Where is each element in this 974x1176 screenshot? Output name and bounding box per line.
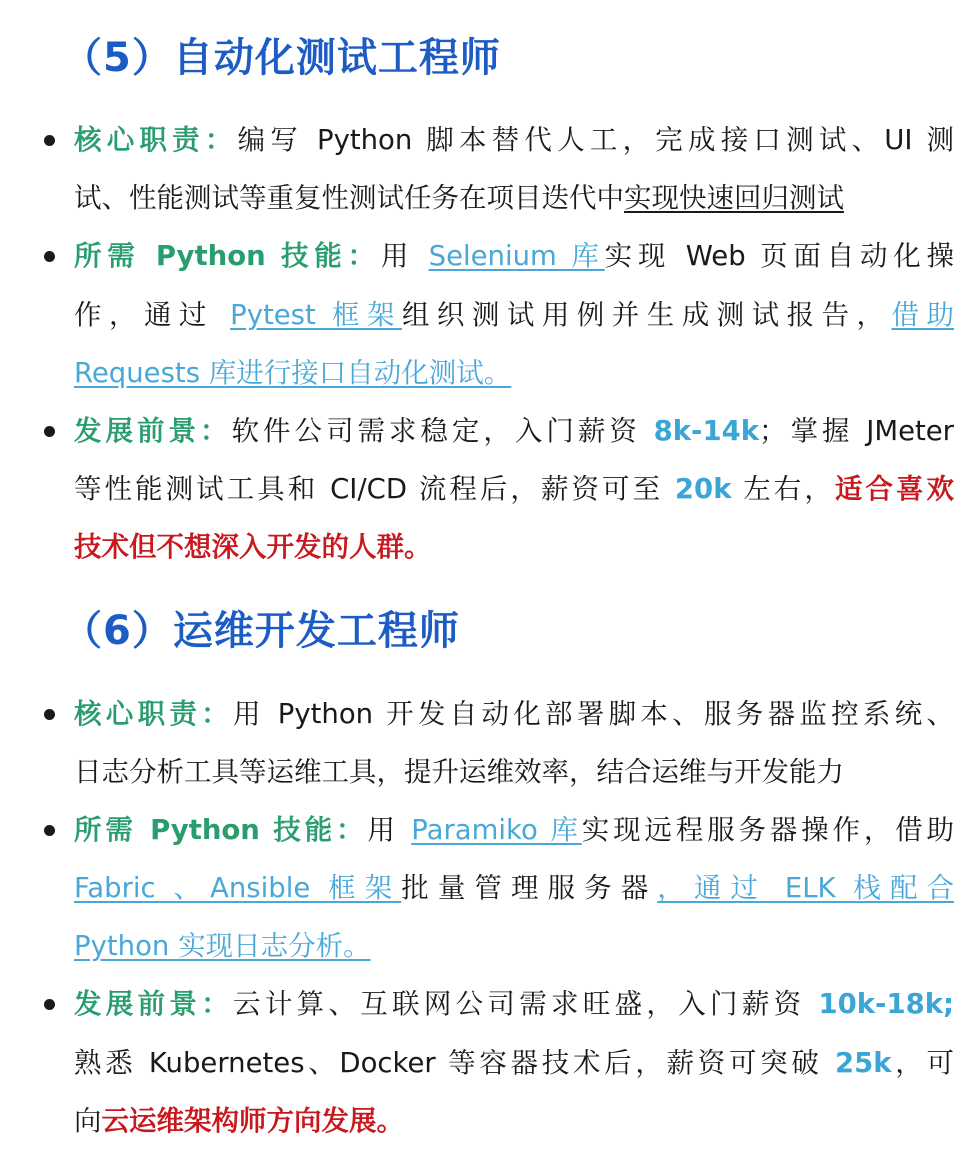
bullet-line <box>74 689 954 739</box>
prospects-label: 发展前景： <box>74 988 234 1020</box>
target-audience-note: 技术但不想深入开发的人群。 <box>74 531 432 563</box>
skills-text: 批量管理服务器 <box>401 872 658 904</box>
elk-link[interactable]: ，通过 ELK 栈配合 <box>657 872 954 904</box>
bullet-dot <box>44 825 55 836</box>
bullet-line <box>74 406 954 456</box>
bullet-dot <box>44 251 55 262</box>
paramiko-link[interactable]: Paramiko 库 <box>411 814 582 846</box>
core-duty-text: 日志分析工具等运维工具，提升运维效率，结合运维与开发能力 <box>74 756 844 788</box>
core-duty-label: 核心职责： <box>74 124 238 156</box>
fabric-ansible-link[interactable]: Fabric 、Ansible 框架 <box>74 872 402 904</box>
core-duty-underlined-text: 实现快速回归测试 <box>624 182 844 214</box>
bullet-dot <box>44 426 55 437</box>
elk-link[interactable]: Python 实现日志分析。 <box>74 930 371 962</box>
prospects-text: 左右， <box>731 473 835 505</box>
bullet-line <box>74 173 954 223</box>
senior-salary: 20k <box>674 473 732 505</box>
bullet-line <box>74 921 954 971</box>
entry-salary: 10k-18k; <box>818 988 954 1020</box>
skills-text: 用 <box>380 240 429 272</box>
bullet-line <box>74 348 954 398</box>
career-direction-note: 云运维架构师方向发展。 <box>101 1105 404 1137</box>
skills-label: 所需 Python 技能： <box>74 814 368 846</box>
prospects-text: ；掌握 JMeter <box>759 415 954 447</box>
skills-text: 组织测试用例并生成测试报告， <box>401 299 892 331</box>
prospects-text: 熟悉 Kubernetes、Docker 等容器技术后，薪资可突破 <box>74 1047 836 1079</box>
requests-link[interactable]: 借助 <box>891 299 954 331</box>
bullet-dot <box>44 135 55 146</box>
target-audience-note: 适合喜欢 <box>834 473 954 505</box>
core-duty-label: 核心职责： <box>74 698 233 730</box>
bullet-line <box>74 979 954 1029</box>
bullet-line <box>74 805 954 855</box>
prospects-text: ，可 <box>891 1047 954 1079</box>
core-duty-text: 编写 Python 脚本替代人工，完成接口测试、UI 测 <box>237 124 954 156</box>
bullet-dot <box>44 999 55 1010</box>
bullet-dot <box>44 709 55 720</box>
prospects-text: 等性能测试工具和 CI/CD 流程后，薪资可至 <box>74 473 675 505</box>
senior-salary: 25k <box>835 1047 892 1079</box>
bullet-line <box>74 1038 954 1088</box>
selenium-link[interactable]: Selenium 库 <box>428 240 605 272</box>
entry-salary: 8k-14k <box>653 415 760 447</box>
pytest-link[interactable]: Pytest 框架 <box>230 299 402 331</box>
core-duty-text: 用 Python 开发自动化部署脚本、服务器监控系统、 <box>232 698 954 730</box>
prospects-label: 发展前景： <box>74 415 232 447</box>
core-duty-text: 试、性能测试等重复性测试任务在项目迭代中 <box>74 182 624 214</box>
skills-text: 实现远程服务器操作，借助 <box>581 814 954 846</box>
prospects-text: 云计算、互联网公司需求旺盛，入门薪资 <box>233 988 819 1020</box>
bullet-line <box>74 464 954 514</box>
skills-text: 用 <box>367 814 412 846</box>
prospects-text: 软件公司需求稳定，入门薪资 <box>231 415 654 447</box>
bullet-line <box>74 290 954 340</box>
skills-text: 作，通过 <box>74 299 231 331</box>
requests-link[interactable]: Requests 库进行接口自动化测试。 <box>74 357 512 389</box>
skills-label: 所需 Python 技能： <box>74 240 381 272</box>
bullet-line <box>74 522 954 572</box>
bullet-line <box>74 231 954 281</box>
bullet-line <box>74 863 954 913</box>
bullet-line <box>74 747 954 797</box>
prospects-text: 向 <box>74 1105 102 1137</box>
section-title-automation-test-engineer: （5）自动化测试工程师 <box>62 35 501 81</box>
bullet-line <box>74 1096 954 1146</box>
bullet-line <box>74 115 954 165</box>
skills-text: 实现 Web 页面自动化操 <box>604 240 954 272</box>
section-title-devops-engineer: （6）运维开发工程师 <box>62 608 460 654</box>
